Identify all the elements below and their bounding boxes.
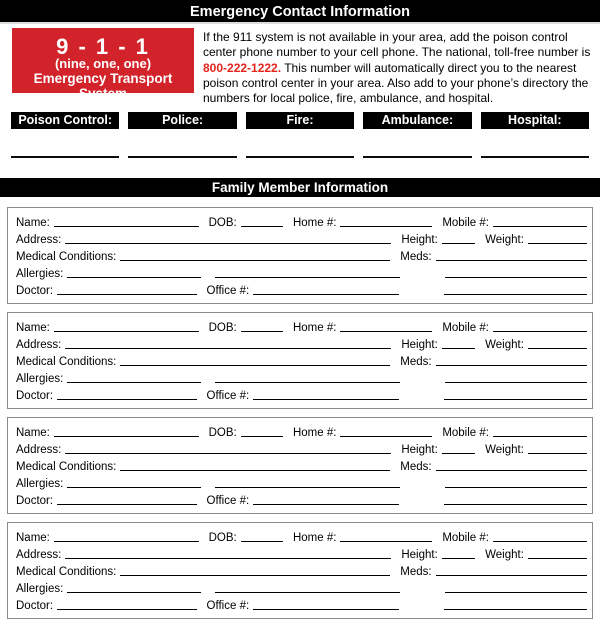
medical-conditions-label: Medical Conditions: (16, 251, 117, 264)
meds-continuation-line (445, 592, 587, 593)
meds-continuation-line (445, 382, 587, 383)
medical-conditions-row (16, 247, 587, 264)
allergies-continuation-line (215, 382, 400, 383)
911-words: (nine, one, one) (54, 56, 152, 71)
family-member-block (7, 312, 593, 409)
weight-blank-line (528, 243, 587, 244)
name-label: Name: (16, 427, 50, 440)
home-phone-label: Home #: (292, 322, 337, 335)
height-blank-line (442, 348, 475, 349)
meds-blank-line (436, 260, 587, 261)
dob-label: DOB: (208, 532, 237, 545)
weight-blank-line (528, 453, 587, 454)
height-label: Height: (401, 444, 438, 457)
meds-continuation-line-2 (444, 294, 587, 295)
allergies-label: Allergies: (16, 478, 64, 491)
911-caption: Emergency Transport System (33, 71, 173, 101)
allergies-continuation-line (215, 592, 400, 593)
allergies-blank-line (67, 277, 201, 278)
name-row (16, 318, 587, 335)
instructions-paragraph (203, 30, 595, 106)
doctor-label: Doctor: (16, 285, 54, 298)
ambulance-blank-line (363, 156, 471, 158)
doctor-label: Doctor: (16, 495, 54, 508)
mobile-phone-blank-line (493, 541, 587, 542)
allergies-continuation-line (215, 277, 400, 278)
name-row (16, 213, 587, 230)
medical-conditions-blank-line (120, 365, 390, 366)
doctor-row (16, 281, 587, 298)
office-phone-label: Office #: (206, 600, 250, 613)
address-label: Address: (16, 444, 62, 457)
meds-label: Meds: (400, 251, 432, 264)
allergies-row (16, 369, 587, 386)
family-member-block (7, 522, 593, 619)
contact-label-fire: Fire: (246, 112, 354, 129)
fire-blank-line (246, 156, 354, 158)
address-blank-line (65, 558, 391, 559)
contact-blank-lines-row (11, 156, 589, 158)
allergies-row (16, 579, 587, 596)
allergies-row (16, 264, 587, 281)
weight-label: Weight: (485, 234, 524, 247)
instructions-text-after: This number will automatically direct you to the nearest poison control center in your area. Also add to your phone’s directory the numbers for local police, fire, ambulance, and hospital. (203, 60, 589, 106)
name-blank-line (54, 226, 199, 227)
mobile-phone-blank-line (493, 226, 587, 227)
doctor-blank-line (57, 504, 196, 505)
office-phone-blank-line (253, 504, 398, 505)
meds-blank-line (436, 365, 587, 366)
address-row (16, 230, 587, 247)
address-row (16, 545, 587, 562)
emergency-intro-section (12, 28, 595, 106)
mobile-phone-label: Mobile #: (442, 427, 489, 440)
meds-continuation-line (445, 277, 587, 278)
doctor-blank-line (57, 609, 196, 610)
office-phone-label: Office #: (206, 495, 250, 508)
meds-label: Meds: (400, 566, 432, 579)
mobile-phone-blank-line (493, 436, 587, 437)
medical-conditions-blank-line (120, 260, 390, 261)
medical-conditions-label: Medical Conditions: (16, 461, 117, 474)
meds-continuation-line-2 (444, 609, 587, 610)
doctor-row (16, 491, 587, 508)
meds-blank-line (436, 575, 587, 576)
allergies-row (16, 474, 587, 491)
mobile-phone-label: Mobile #: (442, 532, 489, 545)
name-blank-line (54, 541, 199, 542)
dob-blank-line (241, 436, 283, 437)
mobile-phone-blank-line (493, 331, 587, 332)
address-label: Address: (16, 549, 62, 562)
address-row (16, 440, 587, 457)
allergies-label: Allergies: (16, 373, 64, 386)
address-blank-line (65, 453, 391, 454)
contact-label-hospital: Hospital: (481, 112, 589, 129)
address-label: Address: (16, 234, 62, 247)
name-label: Name: (16, 322, 50, 335)
dob-blank-line (241, 226, 283, 227)
address-label: Address: (16, 339, 62, 352)
dob-label: DOB: (208, 322, 237, 335)
doctor-row (16, 596, 587, 613)
family-members-list (0, 207, 600, 619)
allergies-continuation-line (215, 487, 400, 488)
allergies-blank-line (67, 382, 201, 383)
doctor-blank-line (57, 399, 196, 400)
doctor-row (16, 386, 587, 403)
contact-labels-row (11, 112, 589, 129)
weight-label: Weight: (485, 339, 524, 352)
office-phone-blank-line (253, 609, 398, 610)
home-phone-label: Home #: (292, 427, 337, 440)
meds-continuation-line-2 (444, 399, 587, 400)
office-phone-blank-line (253, 294, 398, 295)
weight-blank-line (528, 348, 587, 349)
doctor-label: Doctor: (16, 600, 54, 613)
height-label: Height: (401, 339, 438, 352)
name-row (16, 528, 587, 545)
dob-blank-line (241, 331, 283, 332)
address-blank-line (65, 243, 391, 244)
name-label: Name: (16, 532, 50, 545)
medical-conditions-label: Medical Conditions: (16, 356, 117, 369)
address-blank-line (65, 348, 391, 349)
medical-conditions-blank-line (120, 575, 390, 576)
medical-conditions-blank-line (120, 470, 390, 471)
family-member-block (7, 207, 593, 304)
family-member-block (7, 417, 593, 514)
weight-label: Weight: (485, 444, 524, 457)
height-label: Height: (401, 234, 438, 247)
home-phone-blank-line (340, 541, 432, 542)
mobile-phone-label: Mobile #: (442, 217, 489, 230)
height-blank-line (442, 558, 475, 559)
page-title: Emergency Contact Information (0, 0, 600, 24)
contact-label-police: Police: (128, 112, 236, 129)
meds-continuation-line-2 (444, 504, 587, 505)
medical-conditions-row (16, 457, 587, 474)
meds-blank-line (436, 470, 587, 471)
police-blank-line (128, 156, 236, 158)
weight-blank-line (528, 558, 587, 559)
poison-control-blank-line (11, 156, 119, 158)
medical-conditions-row (16, 352, 587, 369)
home-phone-blank-line (340, 436, 432, 437)
meds-label: Meds: (400, 356, 432, 369)
emergency-contacts-section (11, 112, 589, 158)
meds-continuation-line (445, 487, 587, 488)
dob-label: DOB: (208, 427, 237, 440)
dob-label: DOB: (208, 217, 237, 230)
medical-conditions-label: Medical Conditions: (16, 566, 117, 579)
911-number: 9 - 1 - 1 (56, 34, 150, 59)
allergies-label: Allergies: (16, 583, 64, 596)
office-phone-label: Office #: (206, 285, 250, 298)
allergies-label: Allergies: (16, 268, 64, 281)
allergies-blank-line (67, 487, 201, 488)
address-row (16, 335, 587, 352)
doctor-blank-line (57, 294, 196, 295)
height-blank-line (442, 243, 475, 244)
home-phone-label: Home #: (292, 217, 337, 230)
office-phone-blank-line (253, 399, 398, 400)
name-label: Name: (16, 217, 50, 230)
dob-blank-line (241, 541, 283, 542)
doctor-label: Doctor: (16, 390, 54, 403)
allergies-blank-line (67, 592, 201, 593)
height-blank-line (442, 453, 475, 454)
height-label: Height: (401, 549, 438, 562)
office-phone-label: Office #: (206, 390, 250, 403)
name-row (16, 423, 587, 440)
medical-conditions-row (16, 562, 587, 579)
home-phone-label: Home #: (292, 532, 337, 545)
home-phone-blank-line (340, 226, 432, 227)
home-phone-blank-line (340, 331, 432, 332)
mobile-phone-label: Mobile #: (442, 322, 489, 335)
hospital-blank-line (481, 156, 589, 158)
911-badge (12, 28, 194, 101)
weight-label: Weight: (485, 549, 524, 562)
name-blank-line (54, 436, 199, 437)
meds-label: Meds: (400, 461, 432, 474)
family-section-title: Family Member Information (0, 178, 600, 197)
instructions-text-before: If the 911 system is not available in your area, add the poison control center phone number to your cell phone. The national, toll-free number is (203, 30, 591, 60)
poison-control-phone-number: 800-222-1222. (203, 60, 282, 75)
contact-label-poison-control: Poison Control: (11, 112, 119, 129)
name-blank-line (54, 331, 199, 332)
contact-label-ambulance: Ambulance: (363, 112, 471, 129)
